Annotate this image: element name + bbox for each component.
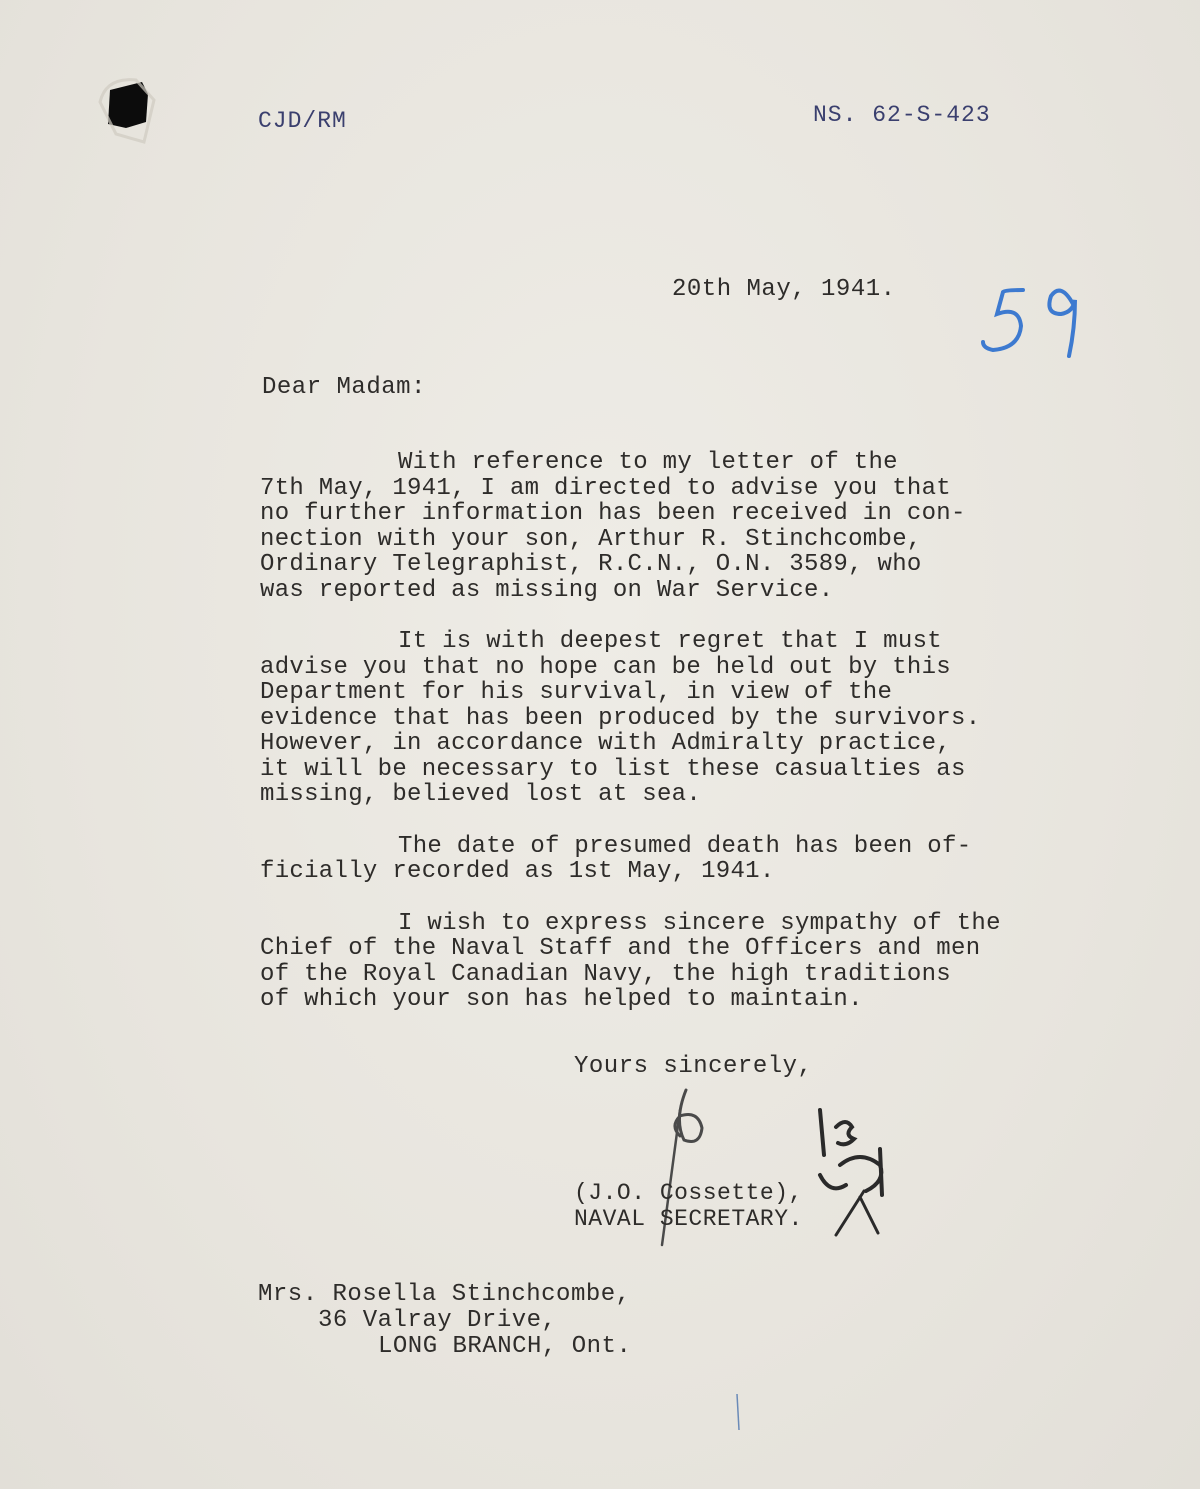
paragraph (260, 629, 1020, 808)
text-line: advise you that no hope can be held out by this (260, 653, 952, 681)
pencil-mark (733, 1392, 743, 1432)
paragraph (260, 450, 1020, 603)
torn-corner-mark (96, 72, 166, 152)
text-line: no further information has been received in con- (260, 500, 966, 527)
handwritten-folio-number (975, 272, 1090, 367)
signer-title: NAVAL SECRETARY. (574, 1206, 803, 1232)
salutation: Dear Madam: (262, 374, 426, 401)
letter-date: 20th May, 1941. (672, 276, 896, 303)
text-line: I wish to express sincere sympathy of the (398, 909, 1001, 937)
text-line: was reported as missing on War Service. (260, 576, 834, 604)
text-line: Ordinary Telegraphist, R.C.N., O.N. 3589, who (260, 551, 922, 578)
text-line: It is with deepest regret that I must (398, 628, 942, 655)
recipient-name: Mrs. Rosella Stinchcombe, (258, 1281, 631, 1308)
recipient-city: LONG BRANCH, Ont. (378, 1333, 632, 1360)
text-line: 7th May, 1941, I am directed to advise you that (260, 474, 952, 502)
handwritten-signature (800, 1105, 910, 1240)
recipient-address (258, 1282, 631, 1360)
file-number: NS. 62-S-423 (813, 102, 991, 128)
text-line: Department for his survival, in view of the (260, 679, 893, 706)
paragraph (260, 911, 1020, 1013)
text-line: of the Royal Canadian Navy, the high traditions (260, 960, 952, 988)
letter-body (260, 450, 1020, 1039)
text-line: of which your son has helped to maintain. (260, 986, 863, 1013)
recipient-street: 36 Valray Drive, (318, 1307, 557, 1334)
text-line: With reference to my letter of the (398, 449, 898, 476)
text-line: Chief of the Naval Staff and the Officers and men (260, 935, 981, 962)
text-line: However, in accordance with Admiralty practice, (260, 730, 952, 757)
text-line: evidence that has been produced by the survivors. (260, 704, 981, 732)
complimentary-close: Yours sincerely, (574, 1053, 813, 1080)
text-line: ficially recorded as 1st May, 1941. (260, 858, 775, 885)
text-line: it will be necessary to list these casualties as (260, 755, 966, 783)
text-line: The date of presumed death has been of- (398, 832, 972, 860)
signer-name: (J.O. Cossette), (574, 1180, 803, 1206)
text-line: nection with your son, Arthur R. Stinchcombe, (260, 525, 922, 553)
signature-block (574, 1180, 803, 1232)
reference-initials: CJD/RM (258, 108, 347, 134)
text-line: missing, believed lost at sea. (260, 781, 702, 808)
paragraph (260, 834, 1020, 885)
